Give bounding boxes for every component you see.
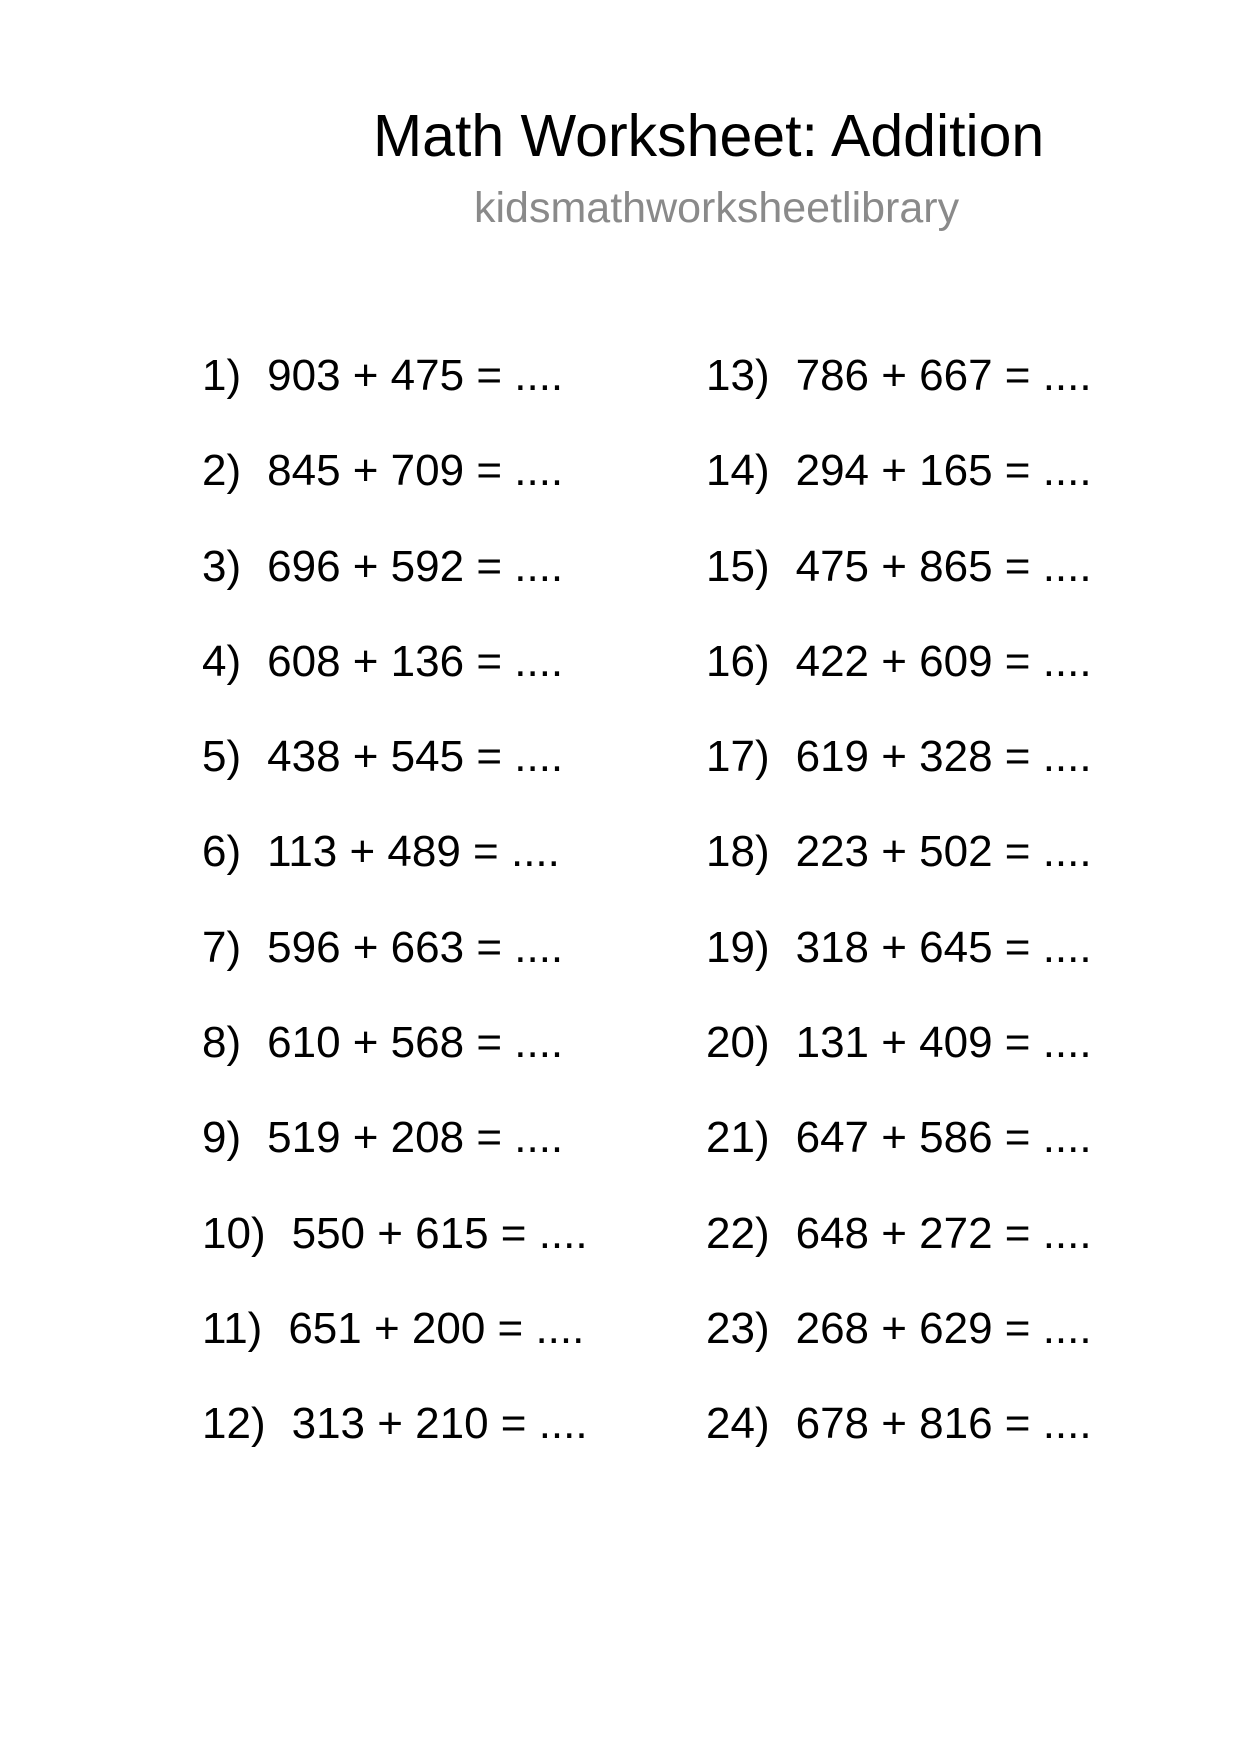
problem-number: 15) — [706, 541, 770, 591]
problem-20 — [706, 1013, 1092, 1108]
problem-15 — [706, 537, 1092, 632]
problem-column-right — [706, 346, 1092, 1490]
problem-7 — [202, 918, 588, 1013]
problem-expression: 318 + 645 = .... — [795, 922, 1092, 972]
problem-expression: 131 + 409 = .... — [795, 1018, 1092, 1068]
problem-expression: 596 + 663 = .... — [267, 922, 564, 972]
problem-number: 10) — [202, 1208, 266, 1258]
problem-expression: 438 + 545 = .... — [267, 732, 564, 782]
problem-number: 11) — [202, 1303, 263, 1353]
problem-expression: 610 + 568 = .... — [267, 1018, 564, 1068]
problem-number: 2) — [202, 446, 242, 496]
problem-10 — [202, 1204, 588, 1299]
problem-number: 13) — [706, 351, 770, 400]
problem-number: 20) — [706, 1018, 770, 1068]
worksheet-title: Math Worksheet: Addition — [373, 103, 1045, 169]
problem-expression: 223 + 502 = .... — [795, 827, 1092, 877]
problem-expression: 294 + 165 = .... — [795, 446, 1092, 496]
problem-expression: 313 + 210 = .... — [291, 1399, 588, 1449]
problem-number: 23) — [706, 1303, 770, 1353]
problem-number: 3) — [202, 541, 242, 591]
problem-22 — [706, 1204, 1092, 1299]
problem-19 — [706, 918, 1092, 1013]
problem-3 — [202, 537, 588, 632]
problem-expression: 619 + 328 = .... — [795, 732, 1092, 782]
problem-expression: 550 + 615 = .... — [291, 1208, 588, 1258]
problem-number: 14) — [706, 446, 770, 496]
worksheet-subtitle: kidsmathworksheetlibrary — [474, 184, 960, 232]
problem-24 — [706, 1394, 1092, 1489]
problem-number: 18) — [706, 827, 770, 877]
problem-expression: 268 + 629 = .... — [795, 1303, 1092, 1353]
problem-13 — [706, 346, 1092, 441]
problem-expression: 475 + 865 = .... — [795, 541, 1092, 591]
problem-number: 24) — [706, 1399, 770, 1449]
problem-column-left — [202, 346, 588, 1490]
problem-expression: 651 + 200 = .... — [288, 1303, 585, 1353]
problem-18 — [706, 822, 1092, 917]
problem-expression: 519 + 208 = .... — [267, 1113, 564, 1163]
problem-expression: 678 + 816 = .... — [795, 1399, 1092, 1449]
problem-number: 8) — [202, 1018, 242, 1068]
problem-number: 21) — [706, 1113, 770, 1163]
problem-expression: 786 + 667 = .... — [795, 351, 1092, 400]
problem-number: 4) — [202, 636, 242, 686]
problem-expression: 647 + 586 = .... — [795, 1113, 1092, 1163]
problem-expression: 608 + 136 = .... — [267, 636, 564, 686]
problem-number: 1) — [202, 351, 242, 400]
problem-9 — [202, 1108, 588, 1203]
problem-expression: 113 + 489 = .... — [267, 827, 560, 877]
problem-11 — [202, 1299, 588, 1394]
problem-expression: 422 + 609 = .... — [795, 636, 1092, 686]
problem-number: 5) — [202, 732, 242, 782]
problem-expression: 845 + 709 = .... — [267, 446, 564, 496]
problem-number: 9) — [202, 1113, 242, 1163]
problem-4 — [202, 632, 588, 727]
problem-expression: 648 + 272 = .... — [795, 1208, 1092, 1258]
problem-number: 7) — [202, 922, 242, 972]
problem-17 — [706, 727, 1092, 822]
problem-5 — [202, 727, 588, 822]
problem-1 — [202, 346, 588, 441]
problem-number: 16) — [706, 636, 770, 686]
problem-number: 17) — [706, 732, 770, 782]
problem-14 — [706, 441, 1092, 536]
problem-2 — [202, 441, 588, 536]
problem-number: 22) — [706, 1208, 770, 1258]
problem-expression: 696 + 592 = .... — [267, 541, 564, 591]
problem-number: 19) — [706, 922, 770, 972]
problem-number: 6) — [202, 827, 242, 877]
problem-expression: 903 + 475 = .... — [267, 351, 564, 400]
problem-6 — [202, 822, 588, 917]
problem-16 — [706, 632, 1092, 727]
problem-number: 12) — [202, 1399, 266, 1449]
problem-8 — [202, 1013, 588, 1108]
problem-21 — [706, 1108, 1092, 1203]
problem-12 — [202, 1394, 588, 1489]
problem-23 — [706, 1299, 1092, 1394]
